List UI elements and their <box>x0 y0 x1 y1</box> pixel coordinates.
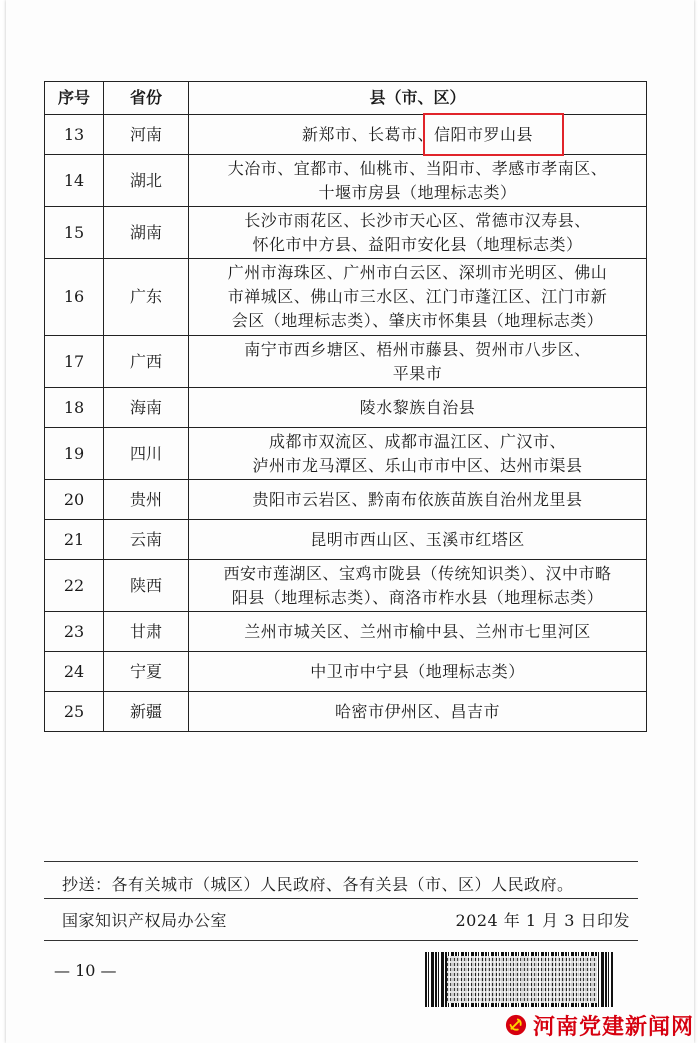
serial-number-cell: 19 <box>45 428 104 480</box>
footer-rule-top <box>44 861 638 862</box>
province-cell: 海南 <box>104 388 189 428</box>
serial-number-cell: 17 <box>45 336 104 388</box>
serial-number-cell: 23 <box>45 612 104 652</box>
footer-rule-middle <box>44 898 638 899</box>
province-cell: 湖北 <box>104 155 189 207</box>
county-cell <box>189 560 647 612</box>
table-row <box>45 207 647 259</box>
county-cell <box>189 155 647 207</box>
serial-number-cell: 20 <box>45 480 104 520</box>
serial-number-cell: 14 <box>45 155 104 207</box>
province-cell: 河南 <box>104 115 189 155</box>
province-cell: 湖南 <box>104 207 189 259</box>
county-cell <box>189 652 647 692</box>
table-row <box>45 259 647 336</box>
county-line: 兰州市城关区、兰州市榆中县、兰州市七里河区 <box>244 621 591 641</box>
issuer-name: 国家知识产权局办公室 <box>62 911 228 930</box>
province-cell: 陕西 <box>104 560 189 612</box>
province-cell: 甘肃 <box>104 612 189 652</box>
serial-number-cell: 21 <box>45 520 104 560</box>
page-number: — 10 — <box>54 961 117 980</box>
party-emblem-icon <box>505 1014 527 1036</box>
county-cell <box>189 207 647 259</box>
serial-number-cell: 24 <box>45 652 104 692</box>
header-county: 县（市、区） <box>189 82 647 115</box>
serial-number-cell: 22 <box>45 560 104 612</box>
header-serial-number: 序号 <box>45 82 104 115</box>
county-cell <box>189 692 647 732</box>
county-line: 会区（地理标志类）、肇庆市怀集县（地理标志类） <box>231 311 604 330</box>
serial-number-cell: 16 <box>45 259 104 336</box>
county-line: 陵水黎族自治县 <box>359 397 476 417</box>
highlight-box <box>423 113 564 156</box>
county-cell <box>189 612 647 652</box>
county-line: 南宁市西乡塘区、梧州市藤县、贺州市八步区、 <box>244 339 591 359</box>
county-cell <box>189 336 647 388</box>
province-cell: 贵州 <box>104 480 189 520</box>
county-cell <box>189 259 647 336</box>
county-cell <box>189 428 647 480</box>
county-line: 市禅城区、佛山市三水区、江门市蓬江区、江门市新 <box>227 287 608 306</box>
county-line: 成都市双流区、成都市温江区、广汉市、 <box>268 431 566 451</box>
county-cell <box>189 388 647 428</box>
province-cell: 广东 <box>104 259 189 336</box>
county-cell <box>189 115 647 155</box>
county-line: 昆明市西山区、玉溪市红塔区 <box>310 529 525 549</box>
county-line: 阳县（地理标志类）、商洛市柞水县（地理标志类） <box>231 587 604 607</box>
county-line: 新郑市、长葛市、信阳市罗山县 <box>301 124 533 144</box>
table-row <box>45 612 647 652</box>
county-line: 大冶市、宜都市、仙桃市、当阳市、孝感市孝南区、 <box>227 158 608 178</box>
province-cell: 新疆 <box>104 692 189 732</box>
province-cell: 宁夏 <box>104 652 189 692</box>
table-row <box>45 692 647 732</box>
province-cell: 云南 <box>104 520 189 560</box>
county-line: 怀化市中方县、益阳市安化县（地理标志类） <box>252 234 583 254</box>
province-cell: 广西 <box>104 336 189 388</box>
serial-number-cell: 25 <box>45 692 104 732</box>
county-line: 长沙市雨花区、长沙市天心区、常德市汉寿县、 <box>244 210 591 230</box>
county-line: 中卫市中宁县（地理标志类） <box>310 661 525 681</box>
watermark <box>505 1010 694 1040</box>
table-row <box>45 560 647 612</box>
table-row <box>45 520 647 560</box>
county-line: 十堰市房县（地理标志类） <box>318 182 517 202</box>
county-line: 广州市海珠区、广州市白云区、深圳市光明区、佛山 <box>227 263 608 282</box>
table-header-row <box>45 82 647 115</box>
county-line: 西安市莲湖区、宝鸡市陇县（传统知识类）、汉中市略 <box>223 563 612 583</box>
issue-date: 2024 年 1 月 3 日印发 <box>455 911 630 930</box>
table-row <box>45 155 647 207</box>
table-row <box>45 336 647 388</box>
watermark-text: 河南党建新闻网 <box>532 1014 694 1040</box>
serial-number-cell: 18 <box>45 388 104 428</box>
header-province: 省份 <box>104 82 189 115</box>
table-row <box>45 480 647 520</box>
county-cell <box>189 520 647 560</box>
county-cell <box>189 480 647 520</box>
table-row <box>45 388 647 428</box>
table-row <box>45 652 647 692</box>
county-line: 贵阳市云岩区、黔南布依族苗族自治州龙里县 <box>252 489 583 509</box>
table-row <box>45 428 647 480</box>
serial-number-cell: 15 <box>45 207 104 259</box>
footer-rule-bottom <box>44 940 638 941</box>
province-cell: 四川 <box>104 428 189 480</box>
serial-number-cell: 13 <box>45 115 104 155</box>
county-line: 平果市 <box>392 363 443 383</box>
county-line: 泸州市龙马潭区、乐山市市中区、达州市渠县 <box>252 455 583 475</box>
county-table <box>44 81 647 732</box>
barcode-image <box>425 952 613 1007</box>
cc-line: 抄送：各有关城市（城区）人民政府、各有关县（市、区）人民政府。 <box>62 875 574 894</box>
county-line: 哈密市伊州区、昌吉市 <box>334 701 500 721</box>
